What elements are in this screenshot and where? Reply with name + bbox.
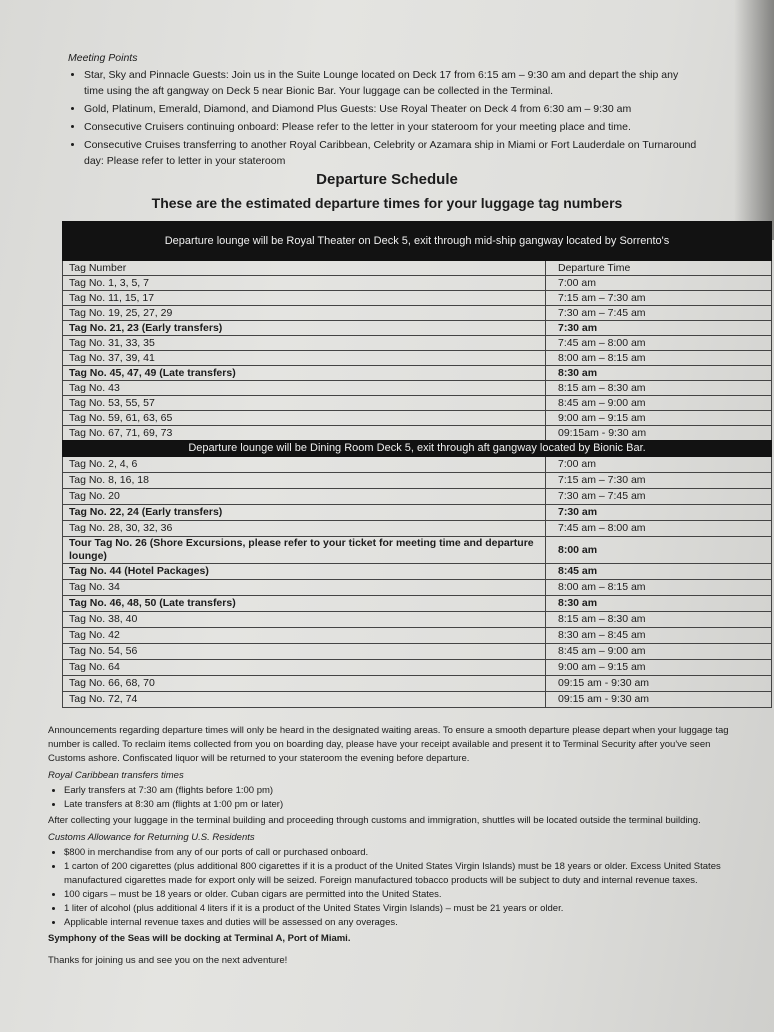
- table-row: [63, 580, 772, 596]
- tag-cell: Tag No. 20: [63, 489, 546, 505]
- announcements-paragraph: Announcements regarding departure times will only be heard in the designated waiting areas. To ensure a smooth departure please depart when your luggage tag number is called. To reclaim items collected from you on boarding day, please have your receipt available and present it to Terminal Security after you've seen Customs ashore. Confiscated liquor will be returned to your stateroom the evening before departure.: [48, 725, 729, 764]
- tag-cell: Tag No. 31, 33, 35: [63, 336, 546, 351]
- table-row: [63, 426, 772, 441]
- table-row: [63, 564, 772, 580]
- time-cell: 7:00 am: [546, 457, 772, 473]
- departure-table-royal-theater: [62, 221, 772, 441]
- meeting-points-heading: Meeting Points: [68, 52, 138, 64]
- table-row: [63, 692, 772, 708]
- tag-cell: Tag No. 44 (Hotel Packages): [63, 564, 546, 580]
- tag-cell: Tag No. 43: [63, 381, 546, 396]
- tag-cell: Tag No. 28, 30, 32, 36: [63, 521, 546, 537]
- table-row: [63, 351, 772, 366]
- tag-cell: Tag No. 46, 48, 50 (Late transfers): [63, 596, 546, 612]
- tag-cell: Tag No. 67, 71, 69, 73: [63, 426, 546, 441]
- table-row: [63, 336, 772, 351]
- tag-cell: Tour Tag No. 26 (Shore Excursions, please refer to your ticket for meeting time and departure lounge): [63, 537, 546, 564]
- schedule-subtitle: These are the estimated departure times for your luggage tag numbers: [151, 195, 623, 211]
- column-header-time: Departure Time: [546, 261, 772, 276]
- table-banner: Departure lounge will be Royal Theater on Deck 5, exit through mid-ship gangway located by Sorrento's: [63, 222, 772, 261]
- table-row: [63, 537, 772, 564]
- meeting-point-item: • Star, Sky and Pinnacle Guests: Join us in the Suite Lounge located on Deck 17 from 6:15 am – 9:30 am and depart the ship any time using the aft gangway on Deck 5 near Bionic Bar. Your luggage can be collected in the Terminal.: [84, 67, 698, 99]
- transfer-item: • Late transfers at 8:30 am (flights at 1:00 pm or later): [64, 798, 748, 812]
- transfers-list: [48, 784, 748, 812]
- tag-cell: Tag No. 1, 3, 5, 7: [63, 276, 546, 291]
- time-cell: 8:30 am: [546, 596, 772, 612]
- customs-item: • 1 liter of alcohol (plus additional 4 liters if it is a product of the United States Virgin Islands) – must be 21 years or older.: [64, 902, 748, 916]
- time-cell: 7:15 am – 7:30 am: [546, 291, 772, 306]
- table-row: [63, 321, 772, 336]
- tag-cell: Tag No. 2, 4, 6: [63, 457, 546, 473]
- time-cell: 7:00 am: [546, 276, 772, 291]
- time-cell: 7:15 am – 7:30 am: [546, 473, 772, 489]
- transfers-heading: Royal Caribbean transfers times: [48, 770, 184, 781]
- time-cell: 8:00 am – 8:15 am: [546, 351, 772, 366]
- tag-cell: Tag No. 54, 56: [63, 644, 546, 660]
- time-cell: 8:00 am: [546, 537, 772, 564]
- time-cell: 7:45 am – 8:00 am: [546, 336, 772, 351]
- time-cell: 8:00 am – 8:15 am: [546, 580, 772, 596]
- time-cell: 8:45 am – 9:00 am: [546, 396, 772, 411]
- departure-table-dining-room: [62, 440, 772, 708]
- tag-cell: Tag No. 72, 74: [63, 692, 546, 708]
- tag-cell: Tag No. 59, 61, 63, 65: [63, 411, 546, 426]
- time-cell: 7:30 am: [546, 321, 772, 336]
- time-cell: 9:00 am – 9:15 am: [546, 411, 772, 426]
- table-row: [63, 473, 772, 489]
- table-row: [63, 411, 772, 426]
- time-cell: 8:15 am – 8:30 am: [546, 381, 772, 396]
- transfer-item: • Early transfers at 7:30 am (flights before 1:00 pm): [64, 784, 748, 798]
- tag-cell: Tag No. 21, 23 (Early transfers): [63, 321, 546, 336]
- time-cell: 7:30 am – 7:45 am: [546, 489, 772, 505]
- table-row: [63, 660, 772, 676]
- customs-item: • $800 in merchandise from any of our ports of call or purchased onboard.: [64, 846, 748, 860]
- time-cell: 8:45 am – 9:00 am: [546, 644, 772, 660]
- meeting-point-item: • Gold, Platinum, Emerald, Diamond, and Diamond Plus Guests: Use Royal Theater on Deck 4 from 6:30 am – 9:30 am: [84, 101, 698, 117]
- table-row: [63, 505, 772, 521]
- tag-cell: Tag No. 45, 47, 49 (Late transfers): [63, 366, 546, 381]
- meeting-points: [68, 50, 698, 171]
- time-cell: 9:00 am – 9:15 am: [546, 660, 772, 676]
- table-row: [63, 596, 772, 612]
- table-row: [63, 306, 772, 321]
- customs-item: • 100 cigars – must be 18 years or older. Cuban cigars are permitted into the United States.: [64, 888, 748, 902]
- table-row: [63, 291, 772, 306]
- time-cell: 8:30 am – 8:45 am: [546, 628, 772, 644]
- tag-cell: Tag No. 37, 39, 41: [63, 351, 546, 366]
- time-cell: 8:30 am: [546, 366, 772, 381]
- time-cell: 7:30 am: [546, 505, 772, 521]
- table-row: [63, 612, 772, 628]
- tag-cell: Tag No. 19, 25, 27, 29: [63, 306, 546, 321]
- table-row: [63, 489, 772, 505]
- tag-cell: Tag No. 8, 16, 18: [63, 473, 546, 489]
- tag-cell: Tag No. 22, 24 (Early transfers): [63, 505, 546, 521]
- tag-cell: Tag No. 42: [63, 628, 546, 644]
- time-cell: 09:15 am - 9:30 am: [546, 676, 772, 692]
- table-row: [63, 276, 772, 291]
- tag-cell: Tag No. 64: [63, 660, 546, 676]
- table-row: [63, 521, 772, 537]
- customs-item: • Applicable internal revenue taxes and duties will be assessed on any overages.: [64, 916, 748, 930]
- notes-section: [48, 724, 748, 971]
- customs-list: [48, 846, 748, 930]
- transfers-note: After collecting your luggage in the terminal building and proceeding through customs and immigration, shuttles will be located outside the terminal building.: [48, 815, 701, 826]
- time-cell: 09:15 am - 9:30 am: [546, 692, 772, 708]
- meeting-point-item: • Consecutive Cruisers continuing onboard: Please refer to the letter in your stateroom for your meeting place and time.: [84, 119, 698, 135]
- time-cell: 09:15am - 9:30 am: [546, 426, 772, 441]
- tag-cell: Tag No. 38, 40: [63, 612, 546, 628]
- tag-cell: Tag No. 34: [63, 580, 546, 596]
- tag-cell: Tag No. 53, 55, 57: [63, 396, 546, 411]
- table-row: [63, 676, 772, 692]
- table-row: [63, 628, 772, 644]
- table-row: [63, 381, 772, 396]
- customs-item: • 1 carton of 200 cigarettes (plus additional 800 cigarettes if it is a product of the United States Virgin Islands) must be 18 years or older. Excess United States manufactured cigarettes made for export only will be seized. Foreign manufactured tobacco products will be subject to duty and internal revenue taxes.: [64, 860, 748, 888]
- thanks-note: Thanks for joining us and see you on the next adventure!: [48, 955, 288, 966]
- time-cell: 7:30 am – 7:45 am: [546, 306, 772, 321]
- meeting-points-list: [68, 67, 698, 169]
- customs-heading: Customs Allowance for Returning U.S. Residents: [48, 832, 255, 843]
- table-row: [63, 644, 772, 660]
- tag-cell: Tag No. 66, 68, 70: [63, 676, 546, 692]
- column-header-tag: Tag Number: [63, 261, 546, 276]
- meeting-point-item: • Consecutive Cruises transferring to another Royal Caribbean, Celebrity or Azamara ship in Miami or Fort Lauderdale on Turnaround day: Please refer to letter in your stateroom: [84, 137, 698, 169]
- docking-note: Symphony of the Seas will be docking at Terminal A, Port of Miami.: [48, 933, 351, 944]
- time-cell: 8:15 am – 8:30 am: [546, 612, 772, 628]
- table-banner: Departure lounge will be Dining Room Deck 5, exit through aft gangway located by Bionic Bar.: [63, 441, 772, 457]
- schedule-title: Departure Schedule: [316, 171, 458, 188]
- tag-cell: Tag No. 11, 15, 17: [63, 291, 546, 306]
- table-row: [63, 366, 772, 381]
- time-cell: 8:45 am: [546, 564, 772, 580]
- time-cell: 7:45 am – 8:00 am: [546, 521, 772, 537]
- table-row: [63, 396, 772, 411]
- table-row: [63, 457, 772, 473]
